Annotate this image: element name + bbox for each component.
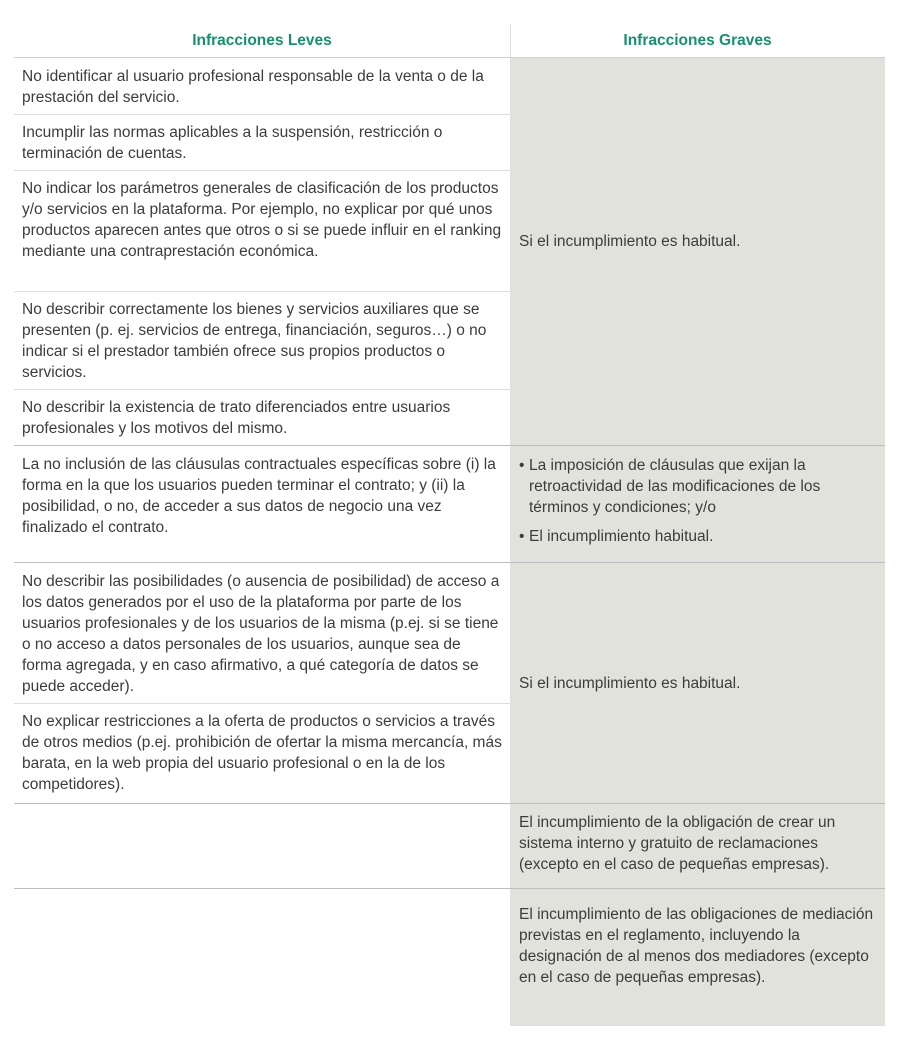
group-rule-4: [14, 888, 885, 889]
header-leves: Infracciones Leves: [192, 32, 332, 49]
grave-cell: El incumplimiento de las obligaciones de mediación previstas en el reglamento, incluyendo la designación de al menos dos mediadores (excepto en el caso de pequeñas empresas).: [519, 906, 874, 986]
header-graves: Infracciones Graves: [623, 32, 772, 49]
leve-cell: No describir las posibilidades (o ausencia de posibilidad) de acceso a los datos generados por el uso de la plataforma por parte de los usuarios profesionales y de los usuarios de la misma (p.ej. si se tiene o no acceso a datos personales de los usuarios, aunque sea de forma agregada, y en caso afirmativo, a qué categoría de datos se puede acceder).: [22, 573, 500, 695]
graves-shade-1: [510, 58, 885, 446]
bullet-item: • El incumplimiento habitual.: [519, 528, 714, 545]
bullet-item: • La imposición de cláusulas que exijan la retroactividad de las modificaciones de los términos y condiciones; y/o: [519, 457, 821, 516]
leve-cell: No indicar los parámetros generales de clasificación de los productos y/o servicios en la plataforma. Por ejemplo, no explicar por qué unos productos aparecen antes que otros o si se puede influir en el ranking mediante una contraprestación económica.: [22, 180, 502, 260]
leve-cell: Incumplir las normas aplicables a la suspensión, restricción o terminación de cuentas.: [22, 124, 443, 162]
leve-cell: No describir la existencia de trato diferenciados entre usuarios profesionales y los motivos del mismo.: [22, 399, 451, 437]
grave-cell-bullets: [510, 455, 885, 547]
bullet-glyph: •: [519, 528, 525, 545]
grave-cell: Si el incumplimiento es habitual.: [519, 233, 741, 250]
leve-cell: No identificar al usuario profesional responsable de la venta o de la prestación del servicio.: [22, 68, 484, 106]
leve-cell: No describir correctamente los bienes y servicios auxiliares que se presenten (p. ej. servicios de entrega, financiación, seguros…) o no indicar si el prestador también ofrece sus propios productos o servicios.: [22, 301, 487, 381]
grave-cell: Si el incumplimiento es habitual.: [519, 675, 741, 692]
group-rule-3: [14, 803, 885, 804]
leve-cell: No explicar restricciones a la oferta de productos o servicios a través de otros medios (p.ej. prohibición de ofertar la misma mercancía, más barata, en la web propia del usuario profesional o en la de los competidores).: [22, 713, 502, 793]
leve-cell: La no inclusión de las cláusulas contractuales específicas sobre (i) la forma en la que los usuarios pueden terminar el contrato; y (ii) la posibilidad, o no, de acceder a sus datos de negocio una vez finalizado el contrato.: [22, 456, 496, 536]
bullet-glyph: •: [519, 457, 525, 474]
grave-cell: El incumplimiento de la obligación de crear un sistema interno y gratuito de reclamaciones (excepto en el caso de pequeñas empresas).: [519, 814, 836, 873]
header-divider: [510, 24, 511, 58]
